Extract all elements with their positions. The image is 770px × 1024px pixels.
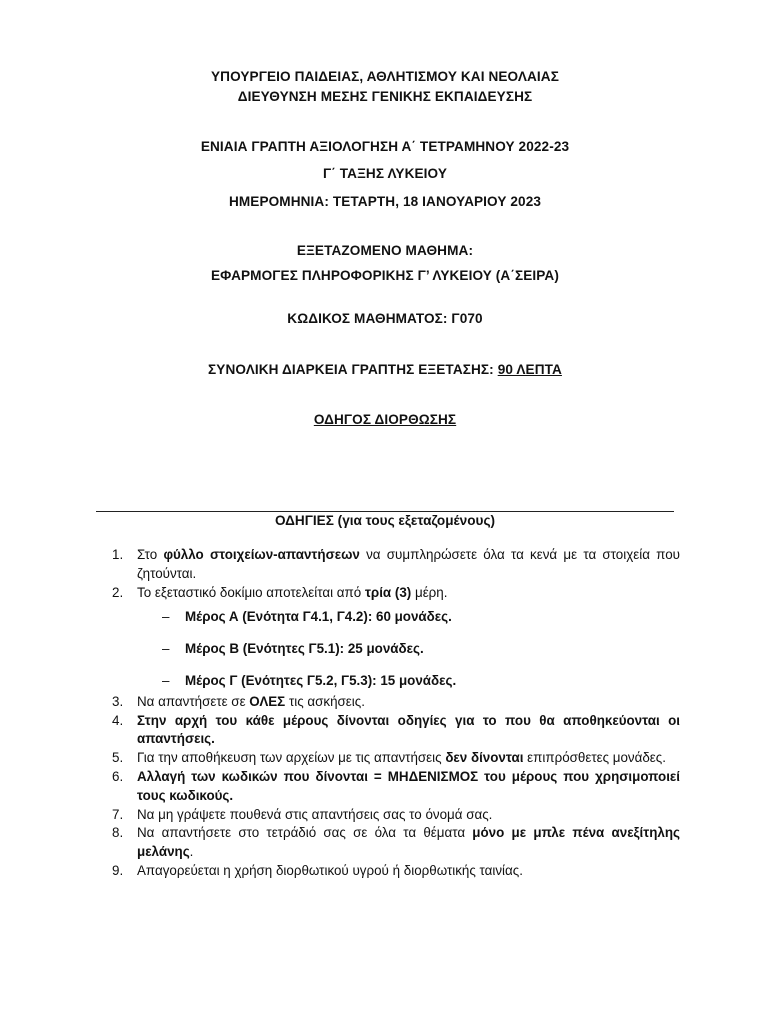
- instruction-item: 1. Στο φύλλο στοιχείων-απαντήσεων να συμπληρώσετε όλα τα κενά με τα στοιχεία που ζητούνται.: [112, 547, 681, 581]
- exam-part-item: – Μέρος Γ (Ενότητες Γ5.2, Γ5.3): 15 μονάδες.: [162, 672, 457, 688]
- duration-label: ΣΥΝΟΛΙΚΗ ΔΙΑΡΚΕΙΑ ΓΡΑΠΤΗΣ ΕΞΕΤΑΣΗΣ:: [208, 362, 498, 377]
- exam-date: ΗΜΕΡΟΜΗΝΙΑ: ΤΕΤΑΡΤΗ, 18 ΙΑΝΟΥΑΡΙΟΥ 2023: [228, 194, 542, 209]
- instruction-item: 9. Απαγορεύεται η χρήση διορθωτικού υγρού ή διορθωτικής ταινίας.: [112, 862, 523, 878]
- divider-line: [96, 511, 674, 512]
- instruction-item: 6. Αλλαγή των κωδικών που δίνονται = ΜΗΔΕΝΙΣΜΟΣ του μέρους που χρησιμοποιεί τους κωδικούς.: [112, 768, 680, 803]
- subject-name: ΕΦΑΡΜΟΓΕΣ ΠΛΗΡΟΦΟΡΙΚΗΣ Γ’ ΛΥΚΕΙΟΥ (Α΄ΣΕΙΡΑ): [211, 268, 559, 283]
- duration-value: 90 ΛΕΠΤΑ: [497, 362, 562, 377]
- instruction-item: 2. Το εξεταστικό δοκίμιο αποτελείται από τρία (3) μέρη.: [112, 584, 448, 600]
- exam-part-item: – Μέρος Α (Ενότητα Γ4.1, Γ4.2): 60 μονάδες.: [162, 609, 452, 625]
- instruction-item: 7. Να μη γράψετε πουθενά στις απαντήσεις σας το όνομά σας.: [112, 806, 493, 822]
- subject-code: ΚΩΔΙΚΟΣ ΜΑΘΗΜΑΤΟΣ: Γ070: [287, 311, 483, 326]
- class-title: Γ΄ ΤΑΞΗΣ ΛΥΚΕΙΟΥ: [322, 166, 447, 181]
- marking-guide-title: ΟΔΗΓΟΣ ΔΙΟΡΘΩΣΗΣ: [313, 412, 457, 427]
- instruction-item: 8. Να απαντήσετε στο τετράδιό σας σε όλα τα θέματα μόνο με μπλε πένα ανεξίτηλης μελάνης.: [112, 825, 680, 860]
- instruction-item: 5. Για την αποθήκευση των αρχείων με τις απαντήσεις δεν δίνονται επιπρόσθετες μονάδες.: [112, 750, 666, 766]
- subject-label: ΕΞΕΤΑΖΟΜΕΝΟ ΜΑΘΗΜΑ:: [296, 243, 474, 258]
- exam-part-item: – Μέρος Β (Ενότητες Γ5.1): 25 μονάδες.: [162, 641, 424, 657]
- instructions-list: [112, 546, 680, 881]
- ministry-title: ΥΠΟΥΡΓΕΙΟ ΠΑΙΔΕΙΑΣ, ΑΘΛΗΤΙΣΜΟΥ ΚΑΙ ΝΕΟΛΑΙΑΣ: [211, 69, 559, 84]
- exam-duration: [0, 362, 770, 377]
- instructions-title: ΟΔΗΓΙΕΣ (για τους εξεταζομένους): [274, 513, 496, 528]
- instruction-item: 3. Να απαντήσετε σε ΟΛΕΣ τις ασκήσεις.: [112, 693, 365, 709]
- exam-title: ΕΝΙΑΙΑ ΓΡΑΠΤΗ ΑΞΙΟΛΟΓΗΣΗ Α΄ ΤΕΤΡΑΜΗΝΟΥ 2022-23: [200, 139, 570, 154]
- instruction-item: 4. Στην αρχή του κάθε μέρους δίνονται οδηγίες για το που θα αποθηκεύονται οι απαντήσεις.: [112, 712, 680, 747]
- directorate-title: ΔΙΕΥΘΥΝΣΗ ΜΕΣΗΣ ΓΕΝΙΚΗΣ ΕΚΠΑΙΔΕΥΣΗΣ: [237, 89, 533, 104]
